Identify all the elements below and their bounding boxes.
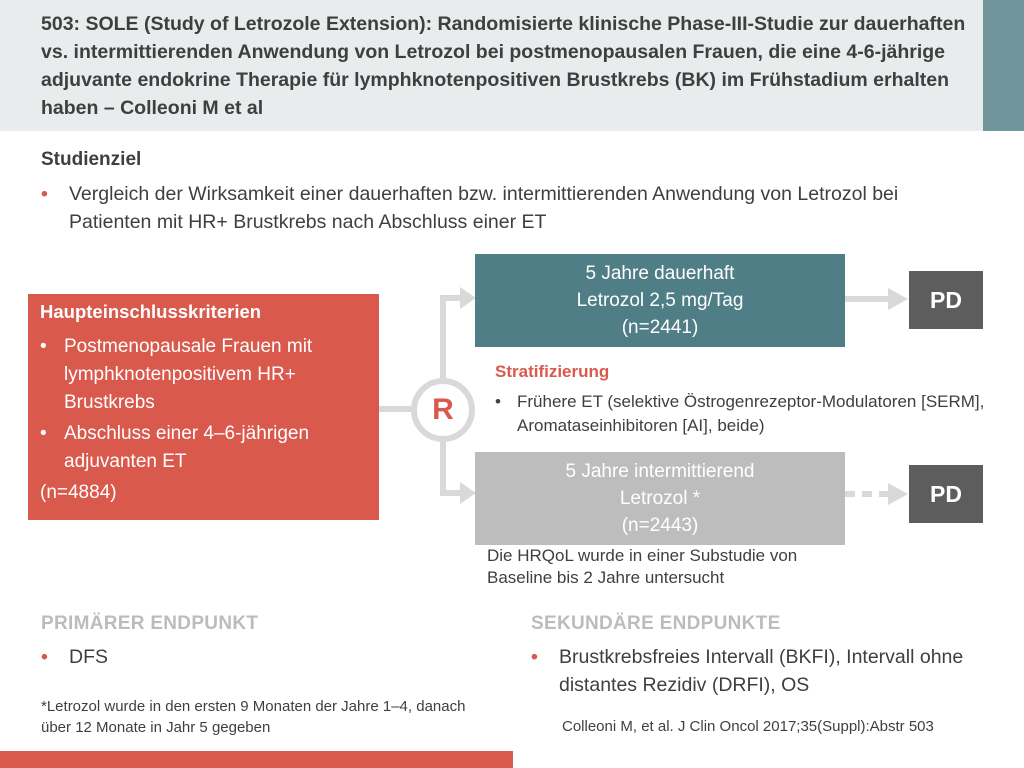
- hrqol-note: Die HRQoL wurde in einer Substudie von Baseline bis 2 Jahre untersucht: [487, 546, 798, 587]
- arm-intermittent-line3: (n=2443): [621, 515, 699, 536]
- r-to-continuous-connector: [443, 298, 462, 378]
- inclusion-criteria-box: [28, 294, 379, 520]
- criteria-n: (n=4884): [40, 482, 117, 503]
- arrowhead-pd-continuous: [888, 288, 908, 310]
- pd-box-continuous: PD: [909, 271, 983, 329]
- criteria-title: Haupteinschlusskriterien: [40, 301, 262, 322]
- arm-continuous-line1: 5 Jahre dauerhaft: [585, 263, 735, 284]
- arrowhead-intermittent: [460, 482, 476, 504]
- criteria-item-text: Postmenopausale Frauen mit lymphknotenpositivem HR+ Brustkrebs: [64, 336, 313, 413]
- primary-endpoint-heading: PRIMÄRER ENDPUNKT: [41, 613, 259, 634]
- bullet-dot: •: [41, 183, 48, 205]
- bullet-dot: •: [495, 392, 501, 411]
- arm-continuous-line2: Letrozol 2,5 mg/Tag: [576, 290, 744, 311]
- criteria-item-text: Abschluss einer 4–6-jährigen adjuvanten ET: [64, 423, 310, 472]
- arm-intermittent-line2: Letrozol *: [619, 488, 701, 509]
- stratification-item-text: Frühere ET (selektive Östrogenrezeptor-Modulatoren [SERM], Aromataseinhibitoren [AI], beide): [517, 392, 985, 435]
- bullet-dot: •: [40, 336, 47, 357]
- stratification-title: Stratifizierung: [495, 362, 610, 381]
- pd-box-intermittent: PD: [909, 465, 983, 523]
- arm-intermittent-box: [475, 452, 845, 545]
- primary-endpoint-bullet: [41, 643, 441, 671]
- stratification-item: [495, 390, 995, 438]
- r-to-intermittent-connector: [443, 442, 462, 493]
- arrowhead-continuous: [460, 287, 476, 309]
- bullet-dot: •: [40, 423, 47, 444]
- secondary-endpoints-bullet: [531, 643, 991, 699]
- bullet-dot: •: [531, 646, 538, 668]
- citation: Colleoni M, et al. J Clin Oncol 2017;35(Suppl):Abstr 503: [562, 718, 934, 735]
- study-aim-text: Vergleich der Wirksamkeit einer dauerhaften bzw. intermittierenden Anwendung von Letrozol bei Patienten mit HR+ Brustkrebs nach Abschluss einer ET: [69, 183, 899, 233]
- randomization-circle: R: [411, 378, 475, 442]
- study-aim-heading: Studienziel: [41, 149, 142, 170]
- arm-intermittent-line1: 5 Jahre intermittierend: [565, 461, 755, 482]
- bullet-dot: •: [41, 646, 48, 668]
- arrowhead-pd-intermittent: [888, 483, 908, 505]
- secondary-endpoints-heading: SEKUNDÄRE ENDPUNKTE: [531, 613, 781, 634]
- secondary-endpoints-text: Brustkrebsfreies Intervall (BKFI), Intervall ohne distantes Rezidiv (DRFI), OS: [559, 646, 964, 696]
- bottom-accent-bar: [0, 751, 513, 768]
- footnote: *Letrozol wurde in den ersten 9 Monaten der Jahre 1–4, danach über 12 Monate in Jahr 5 gegeben: [41, 698, 466, 736]
- arm-continuous-box: [475, 254, 845, 347]
- criteria-item: [40, 420, 379, 476]
- arm-continuous-line3: (n=2441): [621, 317, 699, 338]
- primary-endpoint-text: DFS: [69, 646, 108, 668]
- criteria-item: [40, 333, 379, 417]
- page-title: 503: SOLE (Study of Letrozole Extension): Randomisierte klinische Phase-III-Studie zur dauerhaften vs. intermittierenden Anwendung von Letrozol bei postmenopausalen Frauen, die eine 4-6-jährige adjuvante endokrine Therapie für lymphknotenpositiven Brustkrebs (BK) im Frühstadium erhalten haben – Colleoni M et al: [41, 13, 966, 119]
